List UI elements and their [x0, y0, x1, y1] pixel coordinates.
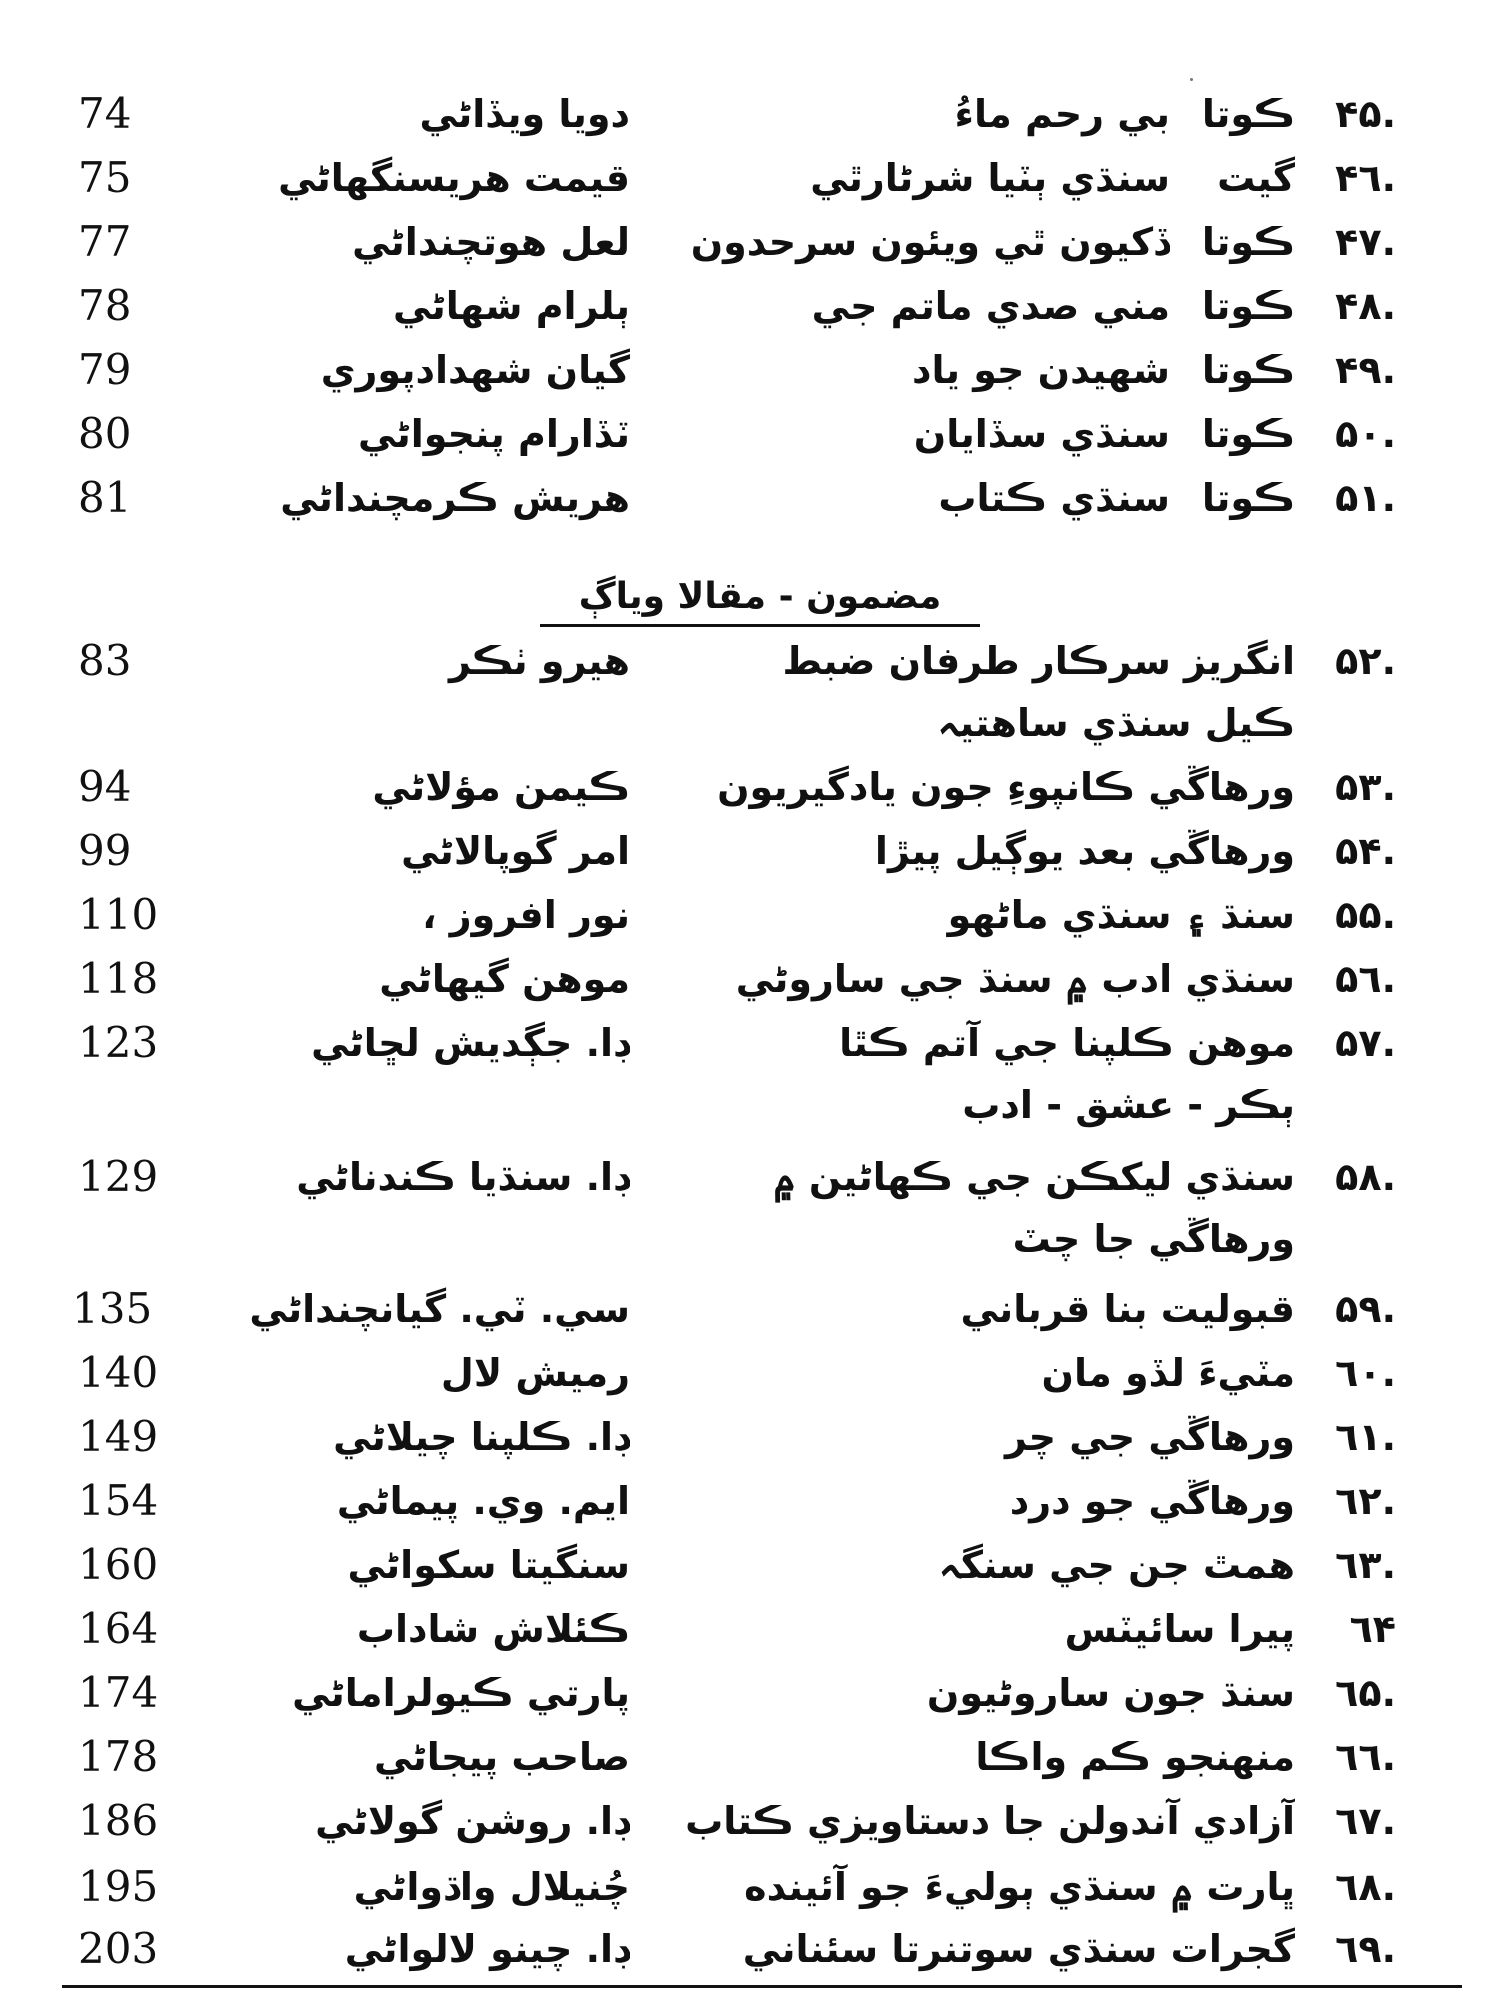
entry-number: .۵۱ [1335, 476, 1396, 520]
entry-title: مني صدي ماتم جي [811, 284, 1170, 328]
entry-genre: ڪوتا [1201, 220, 1295, 264]
toc-entry [0, 756, 1500, 818]
entry-author: ٽڏارام پنجواڻي [358, 412, 630, 456]
entry-page: 135 [72, 1284, 153, 1333]
entry-number: .۵٦ [1335, 957, 1396, 1001]
entry-author: موهن گيهاڻي [379, 957, 630, 1001]
toc-entry [0, 1726, 1500, 1788]
toc-entry [0, 1146, 1500, 1208]
entry-genre: ڪوتا [1201, 476, 1295, 520]
entry-page: 154 [78, 1476, 159, 1525]
entry-title: موهن ڪلپنا جي آتم ڪٿا [839, 1021, 1295, 1065]
entry-page: 77 [78, 217, 132, 266]
toc-entry [0, 1534, 1500, 1596]
entry-author: دويا ويڏاڻي [419, 92, 630, 136]
toc-entry [0, 1406, 1500, 1468]
toc-entry-continuation [0, 1074, 1500, 1136]
entry-title: ڀارت ۾ سنڌي ٻوليءَ جو آئينده [744, 1865, 1295, 1909]
entry-title: ورهاڱي بعد يوڳيل پيڙا [874, 829, 1295, 873]
entry-page: 203 [78, 1924, 159, 1973]
entry-title-continuation: ڪيل سنڌي ساهتيہ [937, 701, 1295, 745]
entry-number: .۴۸ [1335, 284, 1396, 328]
entry-author: ڊا. جڳديش لڇاڻي [311, 1021, 630, 1065]
entry-number: .٦۷ [1335, 1799, 1396, 1843]
entry-genre: ڪوتا [1201, 348, 1295, 392]
entry-author: ٻلرام شهاڻي [393, 284, 630, 328]
entry-title: سنڌي ليکڪن جي ڪهاڻين ۾ [773, 1155, 1295, 1199]
entry-number: .٦۹ [1335, 1927, 1396, 1971]
entry-author: سنگيتا سکواڻي [347, 1543, 630, 1587]
entry-genre: گيت [1217, 156, 1295, 200]
entry-title: همٿ جن جي سنگہ [938, 1543, 1295, 1587]
entry-page: 81 [78, 473, 132, 522]
entry-page: 75 [78, 153, 132, 202]
toc-entry [0, 1662, 1500, 1724]
entry-page: 178 [78, 1732, 159, 1781]
entry-title: ورهاڱي جو درد [1009, 1479, 1295, 1523]
entry-title: انگريز سرڪار طرفان ضبط [782, 639, 1295, 683]
entry-page: 74 [78, 89, 132, 138]
toc-entry [0, 1790, 1500, 1852]
entry-number: .۴۹ [1335, 348, 1396, 392]
entry-author: صاحب پيجاڻي [374, 1735, 630, 1779]
entry-number: .٦٦ [1335, 1735, 1396, 1779]
entry-title: ڏکيون ٿي ويئون سرحدون [690, 220, 1170, 264]
entry-author: ايم. وي. پيماڻي [336, 1479, 630, 1523]
entry-author: نور افروز ، [422, 893, 630, 937]
entry-author: لعل هوتچنداڻي [352, 220, 630, 264]
entry-number: .۵۵ [1335, 893, 1396, 937]
entry-title: سنڌ جون ساروڻيون [926, 1671, 1295, 1715]
entry-page: 140 [78, 1348, 159, 1397]
entry-title: شهيدن جو ياد [911, 348, 1170, 392]
entry-author: رميش لال [440, 1351, 630, 1395]
bottom-rule [62, 1985, 1462, 1988]
entry-page: 83 [78, 636, 132, 685]
section-heading: مضمون - مقالا وياڳ [540, 570, 980, 627]
entry-number: .٦۵ [1335, 1671, 1396, 1715]
toc-entry [0, 403, 1500, 465]
toc-entry [0, 275, 1500, 337]
entry-title: آزادي آندولن جا دستاويزي ڪتاب [685, 1799, 1295, 1843]
entry-page: 129 [78, 1152, 159, 1201]
entry-page: 123 [78, 1018, 159, 1067]
toc-entry [0, 820, 1500, 882]
entry-genre: ڪوتا [1201, 284, 1295, 328]
entry-page: 110 [78, 890, 159, 939]
entry-author: سي. ٽي. گيانچنداڻي [249, 1287, 630, 1331]
toc-entry [0, 1918, 1500, 1980]
entry-title: سنڌ ۽ سنڌي ماڻهو [947, 893, 1295, 937]
entry-page: 94 [78, 762, 132, 811]
toc-entry-continuation [0, 1208, 1500, 1270]
toc-entry [0, 1598, 1500, 1660]
toc-entry [0, 630, 1500, 692]
toc-entry [0, 1856, 1500, 1918]
entry-number: .۵۹ [1335, 1287, 1396, 1331]
entry-author: ڪيمن مؤلاڻي [372, 765, 630, 809]
toc-entry [0, 83, 1500, 145]
entry-page: 186 [78, 1796, 159, 1845]
entry-number: .۵۸ [1335, 1155, 1396, 1199]
entry-title: ورهاڱي ڪانپوءِ جون يادگيريون [717, 765, 1295, 809]
entry-author: پارتي ڪيولراماڻي [292, 1671, 630, 1715]
entry-author: ڊا. سنڌيا ڪندناڻي [296, 1155, 630, 1199]
entry-number: .۵۷ [1335, 1021, 1396, 1065]
toc-entry-continuation [0, 692, 1500, 754]
toc-entry [0, 339, 1500, 401]
scan-speck [1190, 78, 1193, 81]
toc-entry [0, 884, 1500, 946]
entry-number: .۵۳ [1335, 765, 1396, 809]
entry-author: گيان شهدادپوري [320, 348, 630, 392]
entry-title: سنڌي سڏايان [913, 412, 1170, 456]
entry-page: 118 [78, 954, 159, 1003]
entry-page: 174 [78, 1668, 159, 1717]
entry-number: .۴٦ [1335, 156, 1396, 200]
entry-title: پيرا سائيٽس [1064, 1607, 1295, 1651]
entry-page: 99 [78, 826, 132, 875]
entry-title: بي رحم ماءُ [954, 92, 1170, 136]
entry-author: ڊا. روشن گولاڻي [315, 1799, 630, 1843]
entry-title: سنڌي ادب ۾ سنڌ جي ساروڻي [735, 957, 1295, 1001]
entry-author: قيمت هريسنگهاڻي [278, 156, 630, 200]
toc-entry [0, 467, 1500, 529]
toc-entry [0, 948, 1500, 1010]
entry-title: سنڌي ڪتاب [938, 476, 1170, 520]
toc-entry [0, 1470, 1500, 1532]
entry-page: 149 [78, 1412, 159, 1461]
entry-title: قبوليت بنا قرباني [960, 1287, 1295, 1331]
entry-number: .٦٢ [1335, 1479, 1396, 1523]
entry-number: .٦۰ [1335, 1351, 1396, 1395]
entry-title: ورهاڱي جي چر [1005, 1415, 1295, 1459]
entry-genre: ڪوتا [1201, 412, 1295, 456]
entry-page: 79 [78, 345, 132, 394]
entry-page: 164 [78, 1604, 159, 1653]
entry-title: گجرات سنڌي سوتنرتا سئناني [742, 1927, 1295, 1971]
toc-entry [0, 1012, 1500, 1074]
entry-title: سنڌي ٻٽيا شرڻارٿي [810, 156, 1170, 200]
entry-number: .٦١ [1335, 1415, 1396, 1459]
entry-page: 160 [78, 1540, 159, 1589]
entry-author: ڊا. ڪلپنا چيلاڻي [333, 1415, 630, 1459]
toc-entry [0, 211, 1500, 273]
toc-entry [0, 147, 1500, 209]
entry-page: 80 [78, 409, 132, 458]
entry-page: 195 [78, 1862, 159, 1911]
entry-number: .٦٣ [1335, 1543, 1396, 1587]
entry-author: چُنيلال واڌواڻي [353, 1865, 630, 1909]
entry-author: ڪئلاش شاداب [356, 1607, 630, 1651]
toc-entry [0, 1342, 1500, 1404]
entry-number: .۴۵ [1335, 92, 1396, 136]
entry-page: 78 [78, 281, 132, 330]
entry-title: مٽيءَ لڏو مان [1041, 1351, 1295, 1395]
entry-number: .۵۴ [1335, 829, 1396, 873]
entry-title: منهنجو ڪم واڪا [975, 1735, 1295, 1779]
entry-number: .۵۰ [1335, 412, 1396, 456]
entry-author: ڊا. چينو لالواڻي [344, 1927, 630, 1971]
entry-author: امر گوپالاڻي [401, 829, 630, 873]
entry-title-continuation: ٻڪر - عشق - ادب [962, 1083, 1295, 1127]
entry-title-continuation: ورهاڱي جا چٽ [1012, 1217, 1295, 1261]
entry-author: هريش ڪرمچنداڻي [280, 476, 630, 520]
entry-genre: ڪوتا [1201, 92, 1295, 136]
entry-author: هيرو ٺڪر [448, 639, 630, 683]
entry-number: .۵۲ [1335, 639, 1396, 683]
entry-number: .٦۸ [1335, 1865, 1396, 1909]
toc-entry [0, 1278, 1500, 1340]
entry-number: ٦۴ [1349, 1607, 1396, 1651]
entry-number: .۴۷ [1335, 220, 1396, 264]
